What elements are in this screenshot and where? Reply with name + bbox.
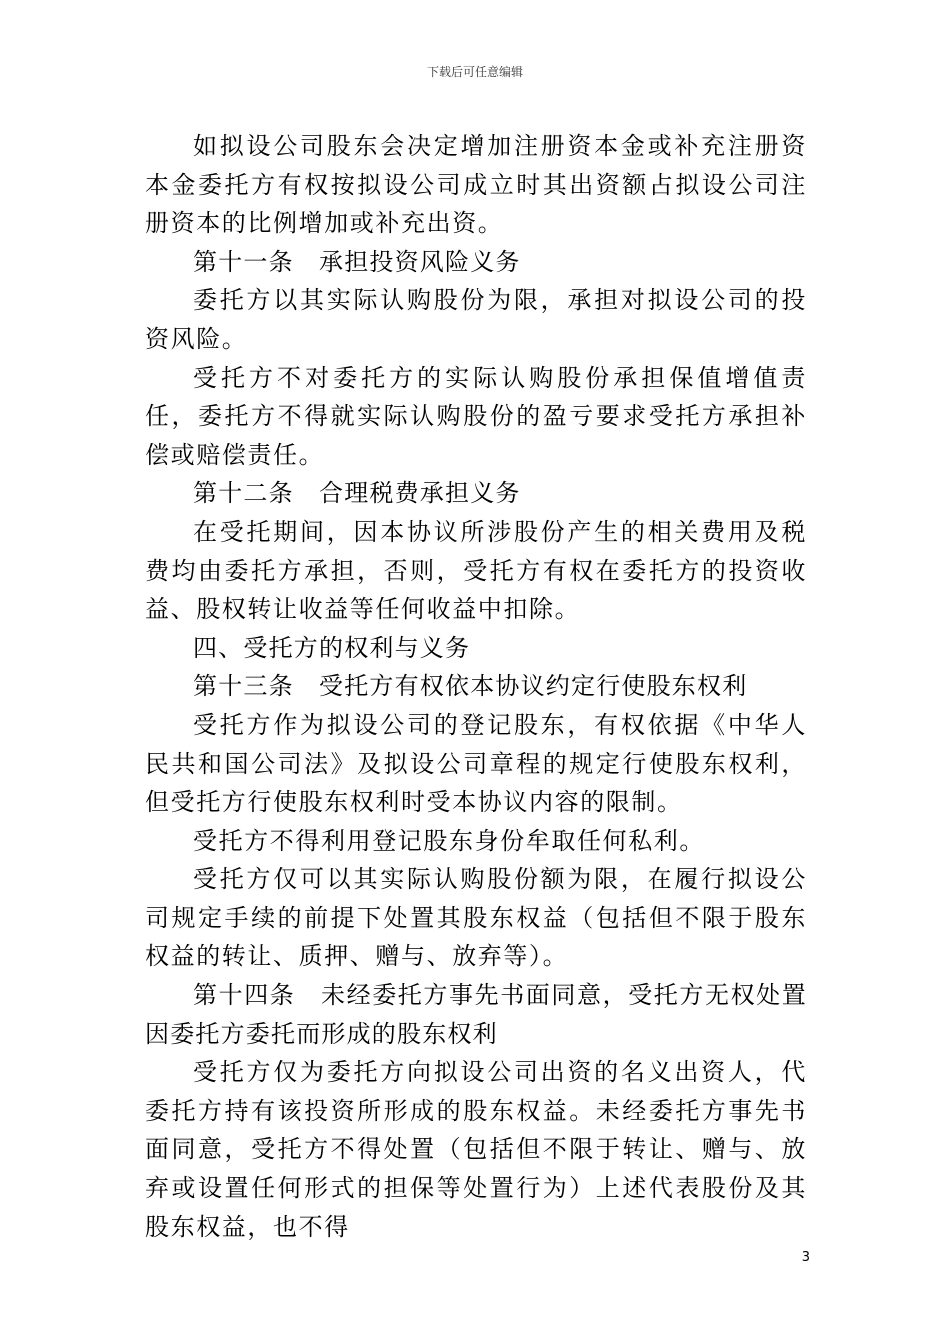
paragraph-no-guarantee: 受托方不对委托方的实际认购股份承担保值增值责任，委托方不得就实际认购股份的盈亏要求受托方承担补偿或赔偿责任。: [145, 363, 807, 469]
article-13-heading: 第十三条 受托方有权依本协议约定行使股东权利: [193, 672, 748, 701]
paragraph-no-private-gain: 受托方不得利用登记股东身份牟取任何私利。: [193, 826, 705, 855]
paragraph-disposal-limit: 受托方仅可以其实际认购股份额为限，在履行拟设公司规定手续的前提下处置其股东权益（包括但不限于股东权益的转让、质押、赠与、放弃等）。: [145, 865, 807, 971]
section-4-heading: 四、受托方的权利与义务: [193, 633, 471, 662]
page-header: 下载后可任意编辑: [426, 65, 523, 79]
article-14-heading: 第十四条 未经委托方事先书面同意，受托方无权处置因委托方委托而形成的股东权利: [145, 981, 807, 1048]
paragraph-capital-increase: 如拟设公司股东会决定增加注册资本金或补充注册资本金委托方有权按拟设公司成立时其出资额占拟设公司注册资本的比例增加或补充出资。: [145, 132, 807, 238]
article-11-heading: 第十一条 承担投资风险义务: [193, 247, 521, 276]
article-12-heading: 第十二条 合理税费承担义务: [193, 479, 521, 508]
paragraph-investment-risk: 委托方以其实际认购股份为限，承担对拟设公司的投资风险。: [145, 286, 807, 353]
paragraph-nominal-investor: 受托方仅为委托方向拟设公司出资的名义出资人，代委托方持有该投资所形成的股东权益。未经委托方事先书面同意，受托方不得处置（包括但不限于转让、赠与、放弃或设置任何形式的担保等处置行为）上述代表股份及其股东权益，也不得: [145, 1058, 807, 1241]
paragraph-taxes-fees: 在受托期间，因本协议所涉股份产生的相关费用及税费均由委托方承担，否则，受托方有权在委托方的投资收益、股权转让收益等任何收益中扣除。: [145, 517, 807, 624]
document-body: [145, 127, 807, 1246]
paragraph-shareholder-rights: 受托方作为拟设公司的登记股东，有权依据《中华人民共和国公司法》及拟设公司章程的规定行使股东权利，但受托方行使股东权利时受本协议内容的限制。: [145, 710, 807, 817]
page-number: 3: [801, 1250, 810, 1265]
